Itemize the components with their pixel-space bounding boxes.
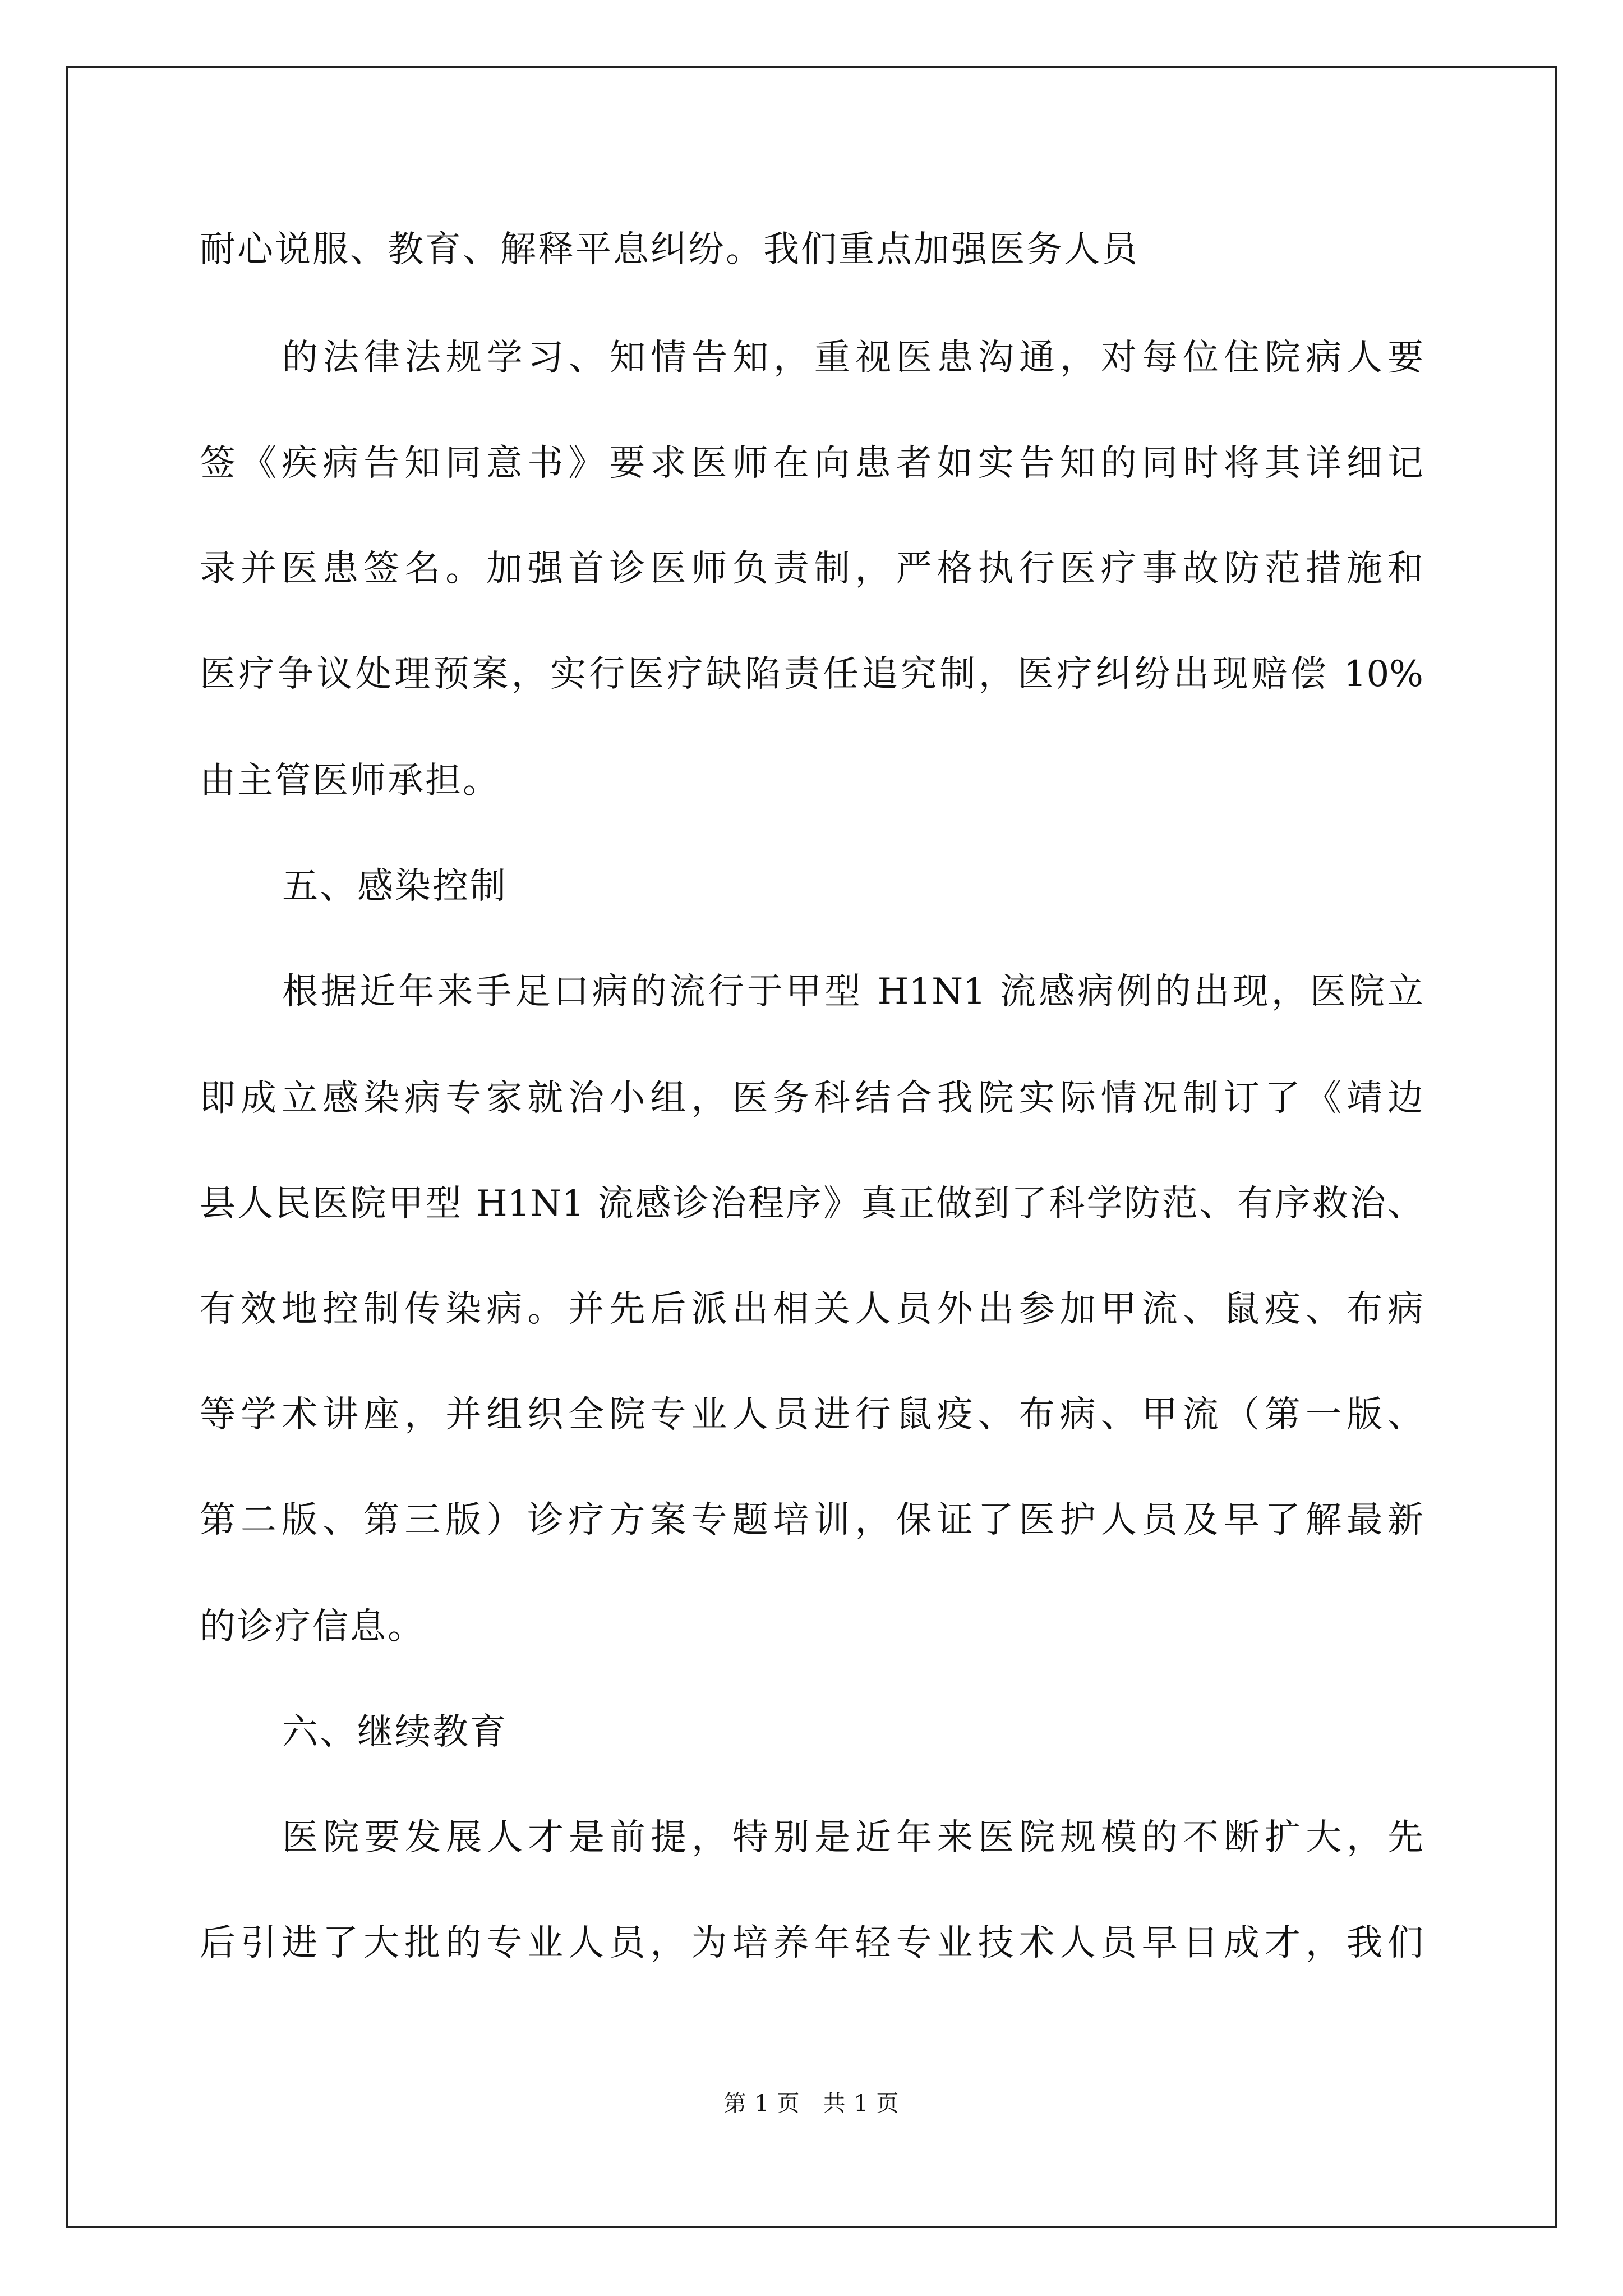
text-line: 根据近年来手足口病的流行于甲型 H1N1 流感病例的出现，医院立 [282,971,1423,1013]
text-line: 录并医患签名。加强首诊医师负责制，严格执行医疗事故防范措施和 [200,548,1423,590]
text-line: 等学术讲座，并组织全院专业人员进行鼠疫、布病、甲流（第一版、 [200,1394,1423,1435]
text-line: 耐心说服、教育、解释平息纠纷。我们重点加强医务人员 [200,229,1139,270]
text-line: 第二版、第三版）诊疗方案专题培训，保证了医护人员及早了解最新 [200,1499,1423,1541]
text-line: 有效地控制传染病。并先后派出相关人员外出参加甲流、鼠疫、布病 [200,1289,1423,1330]
text-line: 即成立感染病专家就治小组，医务科结合我院实际情况制订了《靖边 [200,1078,1423,1119]
section-heading: 五、感染控制 [282,866,508,907]
page-border [66,66,1557,2228]
text-line: 的法律法规学习、知情告知，重视医患沟通，对每位住院病人要 [282,337,1423,379]
section-heading: 六、继续教育 [282,1711,508,1753]
text-line: 的诊疗信息。 [200,1606,425,1648]
page-number-footer: 第 1 页 共 1 页 [723,2091,900,2116]
text-line: 医院要发展人才是前提，特别是近年来医院规模的不断扩大，先 [282,1817,1423,1858]
text-line: 后引进了大批的专业人员，为培养年轻专业技术人员早日成才，我们 [200,1922,1423,1964]
text-line: 签《疾病告知同意书》要求医师在向患者如实告知的同时将其详细记 [200,443,1423,484]
text-line: 由主管医师承担。 [200,760,500,802]
text-line: 县人民医院甲型 H1N1 流感诊治程序》真正做到了科学防范、有序救治、 [200,1183,1423,1225]
text-line: 医疗争议处理预案，实行医疗缺陷责任追究制，医疗纠纷出现赔偿 10% [200,654,1423,695]
